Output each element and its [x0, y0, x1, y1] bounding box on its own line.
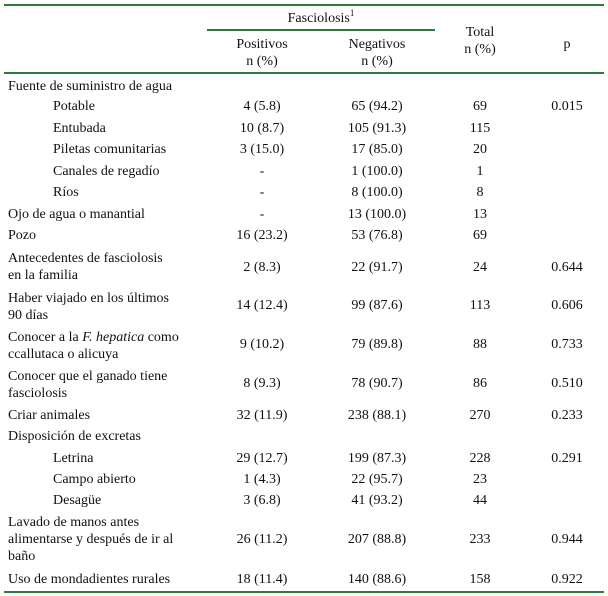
cell-positivos: 14 (12.4)	[236, 298, 288, 313]
cell-positivos: 18 (11.4)	[236, 572, 288, 587]
cell-negativos: 1 (100.0)	[351, 164, 403, 179]
cell-positivos: 16 (23.2)	[236, 228, 288, 243]
row-label-canales: Canales de regadío	[53, 164, 160, 179]
row-label-line: fasciolosis	[8, 386, 68, 401]
row-label-potable: Potable	[53, 99, 95, 114]
cell-positivos: -	[259, 164, 265, 179]
cell-total: 1	[476, 164, 484, 179]
cell-positivos: 32 (11.9)	[236, 408, 288, 423]
header-fasciolosis-footnote: 1	[349, 8, 355, 18]
header-negativos	[319, 36, 435, 70]
row-label-line: 90 días	[8, 308, 49, 323]
header-total-label: Total	[465, 25, 495, 40]
row-label-line: baño	[8, 549, 36, 564]
row-label-line: alimentarse y después de ir al	[8, 532, 174, 547]
row-label-line: en la familia	[8, 268, 78, 283]
cell-total: 113	[469, 298, 491, 313]
row-label-mondadientes: Uso de mondadientes rurales	[8, 572, 171, 587]
row-label-campo-abierto: Campo abierto	[53, 472, 136, 487]
row-label-desague: Desagüe	[53, 493, 102, 508]
header-p: p	[563, 37, 571, 52]
row-label-criar-animales: Criar animales	[8, 408, 91, 423]
cell-negativos: 199 (87.3)	[347, 451, 407, 466]
table-bottom-rule	[4, 591, 604, 593]
row-label-line: Conocer que el ganado tiene	[8, 369, 168, 384]
cell-total: 8	[476, 185, 484, 200]
header-fasciolosis-label: Fasciolosis	[287, 11, 350, 26]
row-label-viajado	[8, 290, 169, 324]
cell-total: 228	[469, 451, 491, 466]
cell-positivos: 8 (9.3)	[243, 376, 281, 391]
cell-positivos: 3 (6.8)	[243, 493, 281, 508]
cell-negativos: 17 (85.0)	[351, 142, 403, 157]
header-fasciolosis	[207, 10, 435, 27]
cell-total: 13	[473, 207, 487, 222]
cell-total: 44	[473, 493, 487, 508]
header-total-unit: n (%)	[464, 42, 496, 57]
cell-negativos: 105 (91.3)	[347, 121, 407, 136]
cell-p: 0.922	[551, 572, 583, 587]
cell-total: 270	[469, 408, 491, 423]
row-label-conocer-hepatica	[8, 329, 179, 363]
cell-positivos: -	[259, 207, 265, 222]
row-label-rios: Ríos	[53, 185, 79, 200]
cell-total: 69	[473, 228, 487, 243]
cell-positivos: 3 (15.0)	[239, 142, 285, 157]
cell-positivos: 29 (12.7)	[236, 451, 288, 466]
cell-negativos: 79 (89.8)	[351, 337, 403, 352]
row-label-italic: F. hepatica	[82, 330, 145, 345]
row-label-pozo: Pozo	[8, 228, 36, 243]
cell-negativos: 53 (76.8)	[351, 228, 403, 243]
row-label-part: como	[144, 330, 179, 345]
cell-positivos: 4 (5.8)	[243, 99, 281, 114]
row-label-antecedentes	[8, 250, 163, 284]
cell-p: 0.606	[551, 298, 583, 313]
fasciolosis-group-rule	[207, 29, 435, 31]
row-label-conocer-ganado	[8, 368, 167, 402]
cell-total: 69	[473, 99, 487, 114]
header-negativos-label: Negativos	[348, 37, 406, 52]
cell-negativos: 78 (90.7)	[351, 376, 403, 391]
header-negativos-unit: n (%)	[361, 54, 393, 69]
cell-negativos: 238 (88.1)	[347, 408, 407, 423]
cell-positivos: 10 (8.7)	[239, 121, 285, 136]
cell-p: 0.233	[551, 408, 583, 423]
cell-total: 86	[473, 376, 487, 391]
cell-p: 0.015	[551, 99, 583, 114]
cell-total: 88	[473, 337, 487, 352]
row-label-line: Antecedentes de fasciolosis	[8, 251, 163, 266]
cell-p: 0.944	[551, 532, 583, 547]
cell-negativos: 65 (94.2)	[351, 99, 403, 114]
cell-negativos: 8 (100.0)	[351, 185, 403, 200]
cell-negativos: 140 (88.6)	[347, 572, 407, 587]
cell-total: 233	[469, 532, 491, 547]
cell-p: 0.733	[551, 337, 583, 352]
cell-positivos: 26 (11.2)	[236, 532, 288, 547]
row-label-part: Conocer a la	[8, 330, 83, 345]
cell-positivos: -	[259, 185, 265, 200]
cell-negativos: 13 (100.0)	[347, 207, 407, 222]
row-label-entubada: Entubada	[53, 121, 106, 136]
cell-positivos: 9 (10.2)	[239, 337, 285, 352]
header-positivos-unit: n (%)	[246, 54, 278, 69]
cell-negativos: 99 (87.6)	[351, 298, 403, 313]
header-positivos	[207, 36, 317, 70]
cell-negativos: 22 (95.7)	[351, 472, 403, 487]
row-label-piletas: Piletas comunitarias	[53, 142, 167, 157]
row-label-letrina: Letrina	[53, 451, 94, 466]
row-label-water-source: Fuente de suministro de agua	[8, 79, 173, 94]
cell-p: 0.644	[551, 260, 583, 275]
cell-positivos: 2 (8.3)	[243, 260, 281, 275]
row-label-line: ccallutaca o alicuya	[8, 347, 119, 362]
cell-total: 115	[469, 121, 491, 136]
cell-p: 0.510	[551, 376, 583, 391]
cell-negativos: 207 (88.8)	[347, 532, 407, 547]
cell-total: 23	[473, 472, 487, 487]
row-label-line: Haber viajado en los últimos	[8, 291, 169, 306]
row-label-ojo-de-agua: Ojo de agua o manantial	[8, 207, 145, 222]
cell-total: 20	[473, 142, 487, 157]
cell-total: 158	[469, 572, 491, 587]
header-bottom-rule	[4, 72, 604, 74]
row-label-disposicion: Disposición de excretas	[8, 429, 141, 444]
header-total	[440, 24, 520, 58]
row-label-lavado-manos	[8, 514, 173, 565]
cell-total: 24	[473, 260, 487, 275]
cell-p: 0.291	[551, 451, 583, 466]
cell-positivos: 1 (4.3)	[243, 472, 281, 487]
row-label-line: Lavado de manos antes	[8, 515, 140, 530]
cell-negativos: 41 (93.2)	[351, 493, 403, 508]
table-top-rule	[4, 4, 604, 6]
header-positivos-label: Positivos	[236, 37, 288, 52]
cell-negativos: 22 (91.7)	[351, 260, 403, 275]
